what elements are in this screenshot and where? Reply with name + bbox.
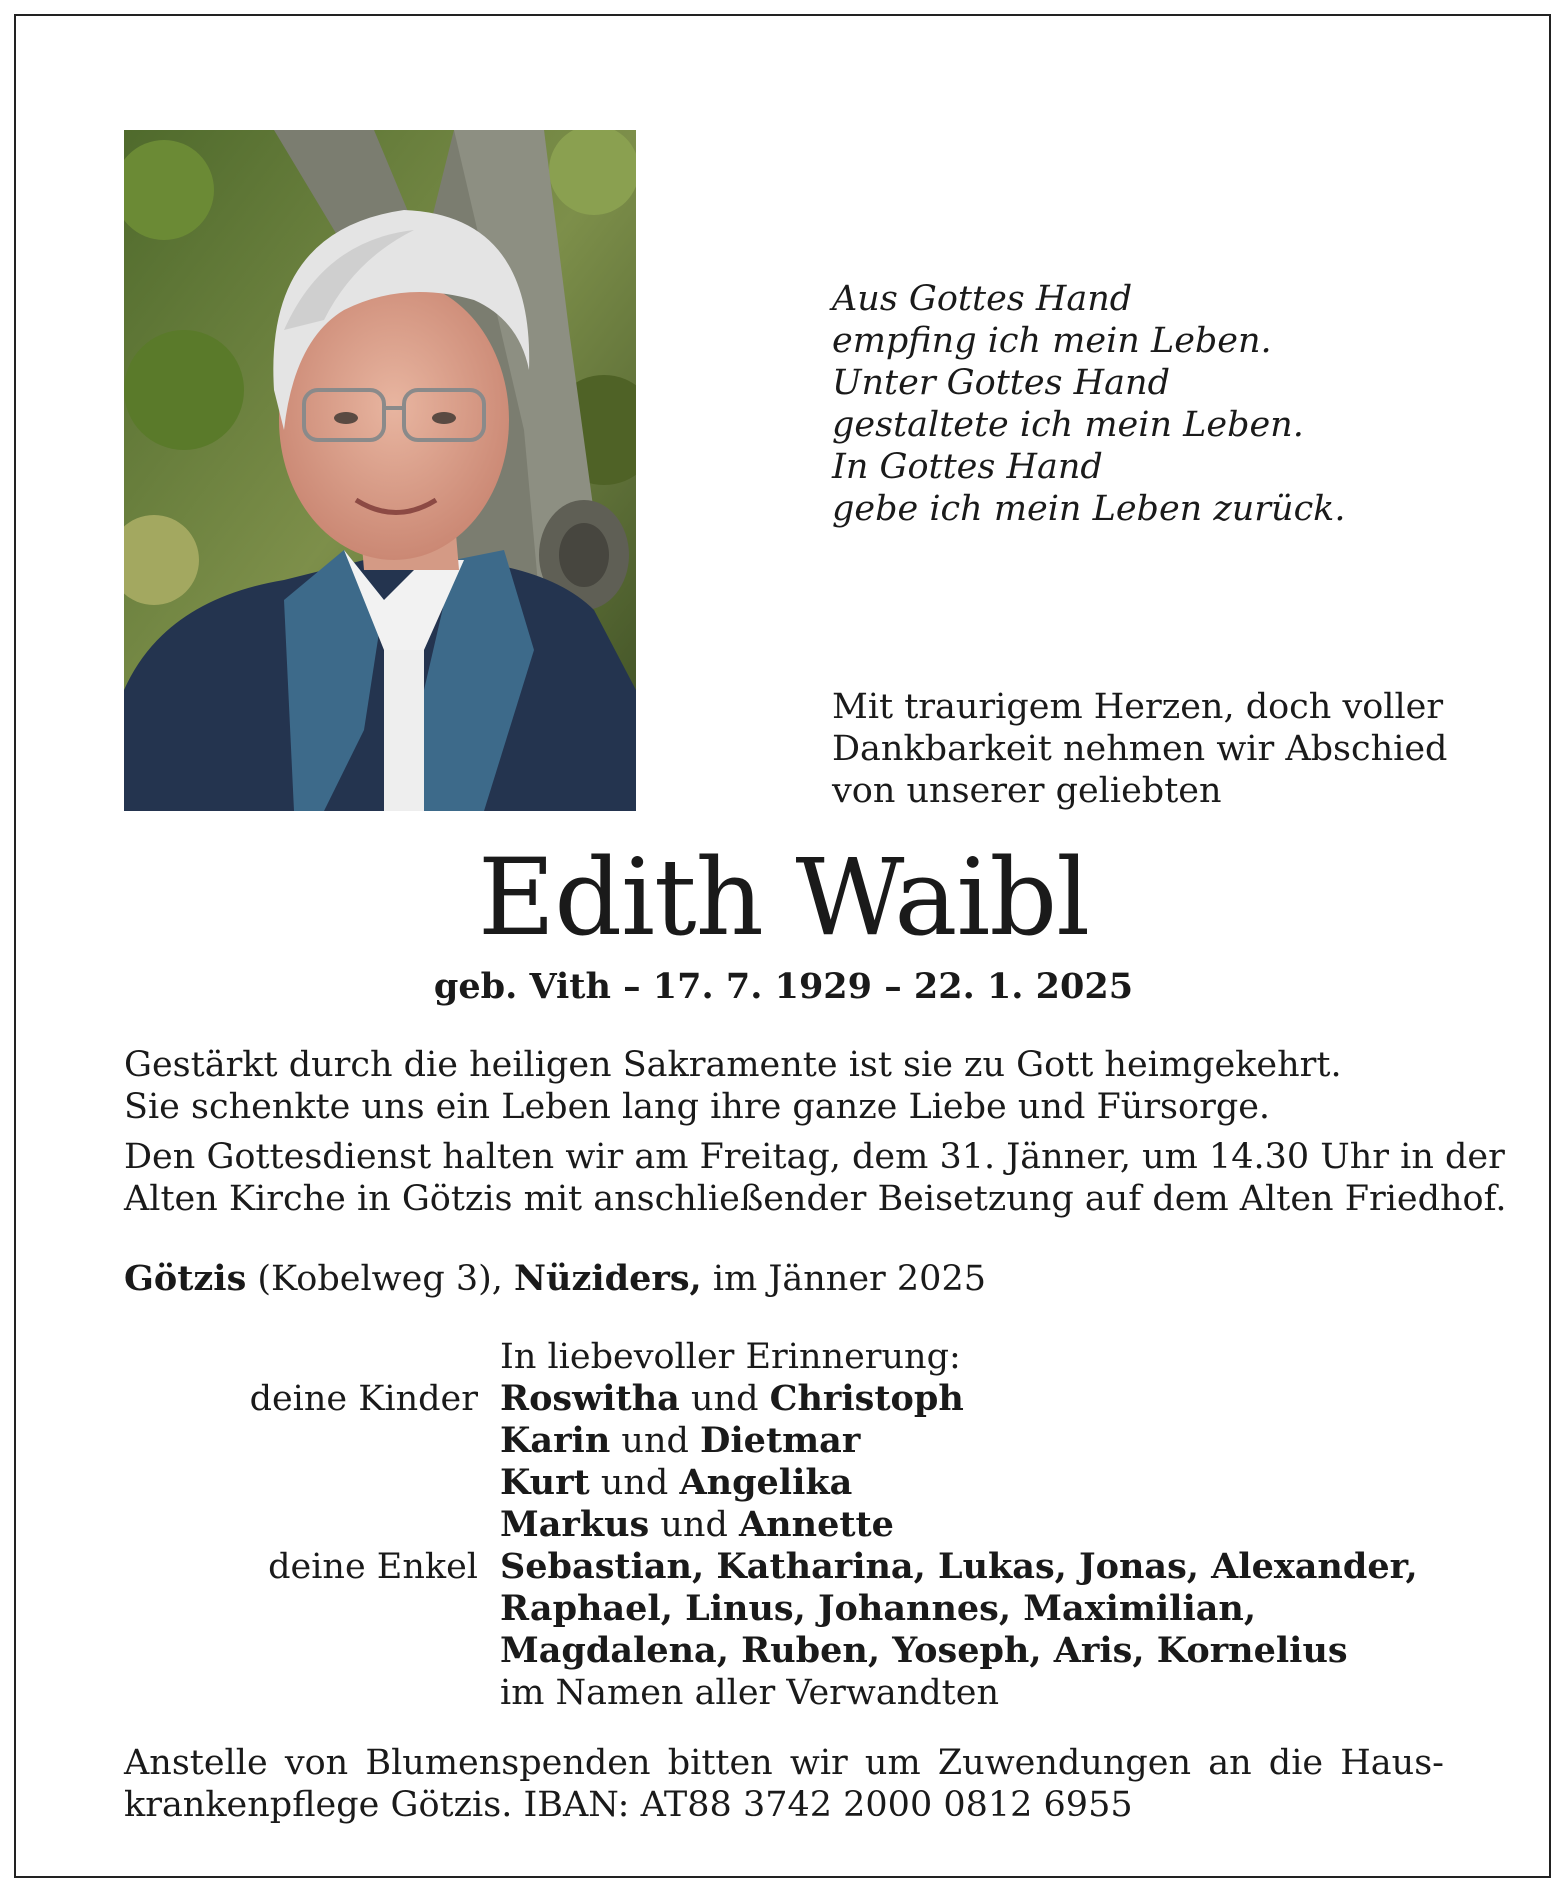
body-line: Gestärkt durch die heiligen Sakramente ist sie zu Gott heimgekehrt. [124,1045,1342,1085]
donation-line: Anstelle von Blumenspenden bitten wir um Zuwendungen an die Haus- [124,1743,1444,1783]
children-pair: Karin und Dietmar [500,1420,861,1461]
poem [832,278,1346,530]
town-goetzis: Götzis [124,1258,247,1299]
poem-line: empfing ich mein Leben. [832,321,1272,361]
intro-line: von unserer geliebten [832,771,1222,811]
poem-line: gebe ich mein Leben zurück. [832,489,1346,529]
mourners-list [124,1336,1444,1714]
birth-death-dates: geb. Vith – 17. 7. 1929 – 22. 1. 2025 [433,966,1134,1007]
intro-line: Mit traurigem Herzen, doch voller [832,687,1444,727]
portrait-illustration [124,130,636,811]
body-line: Den Gottesdienst halten wir am Freitag, dem 31. Jänner, um 14.30 Uhr in der [124,1137,1505,1177]
grandchildren-label: deine Enkel [268,1547,478,1587]
body-line: Alten Kirche in Götzis mit anschließender Beisetzung auf dem Alten Friedhof. [124,1179,1507,1219]
portrait-photo [124,130,636,811]
grandchildren-line: Raphael, Linus, Johannes, Maximilian, [500,1588,1257,1629]
address: (Kobelweg 3), [246,1259,515,1299]
place-and-date [124,1258,986,1300]
poem-line: Aus Gottes Hand [832,279,1133,319]
memory-heading: In liebevoller Erinnerung: [500,1337,961,1377]
donation-iban-line: krankenpflege Götzis. IBAN: AT88 3742 2000 0812 6955 [124,1785,1133,1825]
donation-note [124,1742,1444,1826]
intro-line: Dankbarkeit nehmen wir Abschied [832,729,1448,769]
relatives-line: im Namen aller Verwandten [500,1673,999,1713]
intro-text [832,686,1448,812]
body-line: Sie schenkte uns ein Leben lang ihre ganze Liebe und Fürsorge. [124,1087,1271,1127]
grandchildren-line: Sebastian, Katharina, Lukas, Jonas, Alexander, [500,1546,1418,1587]
month-year: im Jänner 2025 [701,1259,986,1299]
children-pair: Roswitha und Christoph [500,1378,964,1419]
poem-line: In Gottes Hand [832,447,1103,487]
children-pair: Kurt und Angelika [500,1462,853,1503]
grandchildren-line: Magdalena, Ruben, Yoseph, Aris, Kornelius [500,1630,1348,1671]
children-pair: Markus und Annette [500,1504,894,1545]
town-nueziders: Nüziders, [514,1258,702,1299]
poem-line: gestaltete ich mein Leben. [832,405,1304,445]
poem-line: Unter Gottes Hand [832,363,1170,403]
announcement-body [124,1044,1507,1220]
deceased-name: Edith Waibl [477,836,1090,959]
children-label: deine Kinder [249,1379,478,1419]
